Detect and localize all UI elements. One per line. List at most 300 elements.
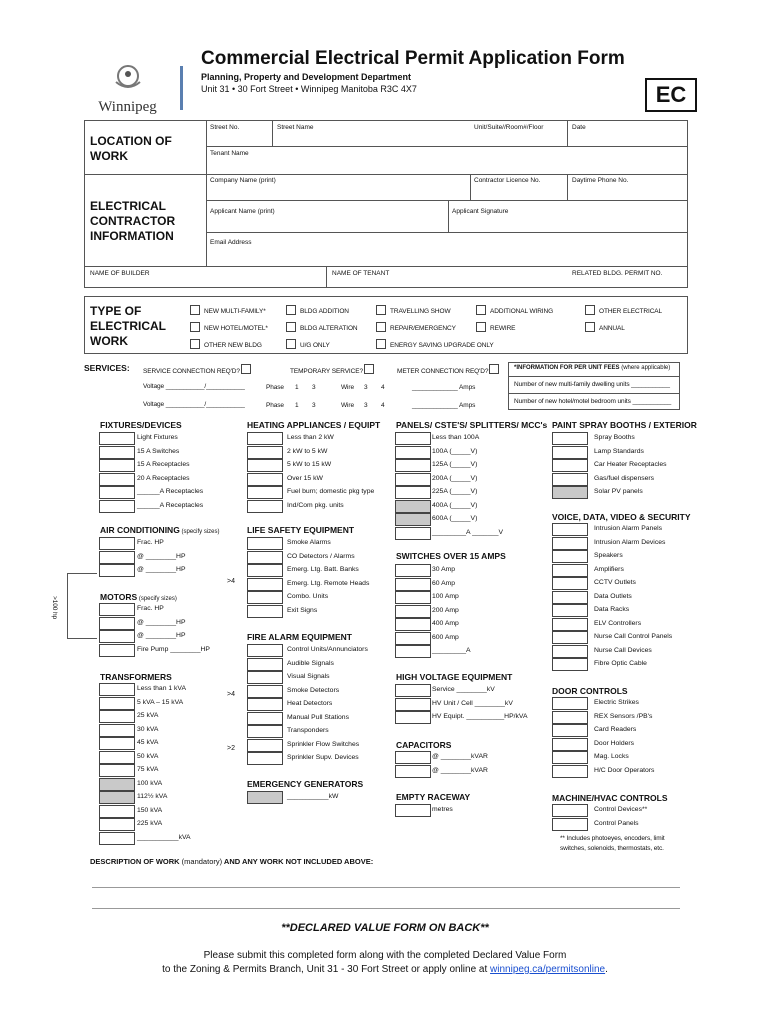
amps-field-2[interactable]: _____________ Amps: [412, 402, 476, 409]
panel-count-box[interactable]: [395, 432, 431, 445]
hv-count-box[interactable]: [395, 684, 431, 697]
voice-count-box[interactable]: [552, 645, 588, 658]
services-label: SERVICES:: [84, 363, 130, 373]
switch-item: _________A: [432, 647, 471, 654]
motor-over-100hp-label: >100 hp: [51, 596, 58, 619]
fixture-item: 20 A Receptacles: [137, 474, 190, 482]
tenant-name-field[interactable]: Tenant Name: [210, 150, 249, 157]
lifesafety-count-box[interactable]: [247, 591, 283, 604]
info-sub: (where applicable): [619, 365, 671, 371]
emergency-count-box[interactable]: [247, 791, 283, 804]
heating-item: Fuel burn; domestic pkg type: [287, 488, 375, 495]
description-line-2[interactable]: [92, 908, 680, 909]
voice-count-box[interactable]: [552, 537, 588, 550]
aircon-title-title: AIR CONDITIONING: [100, 525, 180, 535]
motor-count-box[interactable]: [99, 603, 135, 616]
switch-count-box[interactable]: [395, 645, 431, 658]
voice-count-box[interactable]: [552, 604, 588, 617]
motors-title-sub: (specify sizes): [137, 596, 177, 602]
panels-title: PANELS/ CSTE'S/ SPLITTERS/ MCC's: [396, 420, 548, 430]
spray-item: Solar PV panels: [594, 488, 643, 495]
machine-count-box[interactable]: [552, 804, 588, 817]
capacitor-count-box[interactable]: [395, 765, 431, 778]
voice-title: VOICE, DATA, VIDEO & SECURITY: [552, 512, 691, 522]
transformer-count-box[interactable]: [99, 710, 135, 723]
switch-item: 600 Amp: [432, 633, 459, 641]
checkbox-ug-only[interactable]: [286, 339, 296, 349]
firealarm-item: Smoke Detectors: [287, 686, 340, 694]
wire-label: Wire: [341, 384, 354, 391]
lifesafety-count-box[interactable]: [247, 605, 283, 618]
transformer-item: 5 kVA – 15 kVA: [137, 698, 184, 706]
aircon-title-sub: (specify sizes): [179, 529, 220, 535]
phase-1-option[interactable]: 1: [295, 402, 299, 409]
motor-count-box[interactable]: [99, 617, 135, 630]
raceway-item: metres: [432, 806, 453, 813]
form-code-badge: EC: [645, 78, 697, 112]
heating-count-box[interactable]: [247, 459, 283, 472]
panel-item: 225A (_____V): [432, 488, 478, 495]
motor-item: @ ________HP: [137, 632, 186, 639]
capacitor-item: @ ________kVAR: [432, 766, 488, 774]
lifesafety-item: Emerg. Ltg. Remote Heads: [287, 579, 370, 587]
voice-item: Intrusion Alarm Devices: [594, 538, 666, 546]
transformer-count-box[interactable]: [99, 764, 135, 777]
fixture-item: 15 A Switches: [137, 447, 180, 455]
hv-count-box[interactable]: [395, 698, 431, 711]
door-count-box[interactable]: [552, 738, 588, 751]
firealarm-gt4: >4: [227, 691, 235, 698]
spray-count-box[interactable]: [552, 486, 588, 499]
panel-item: _________A _______V: [432, 528, 504, 536]
transformer-item: 75 kVA: [137, 766, 159, 773]
footer-line-1: Please submit this completed form along with the completed Declared Value Form: [203, 950, 567, 961]
transformer-count-box[interactable]: [99, 805, 135, 818]
company-name-field[interactable]: Company Name (print): [210, 177, 276, 184]
panel-count-box[interactable]: [395, 473, 431, 486]
switch-count-box[interactable]: [395, 578, 431, 591]
lifesafety-item: Emerg. Ltg. Batt. Banks: [287, 566, 359, 573]
voice-item: Amplifiers: [594, 565, 624, 573]
checkbox-energy-saving[interactable]: [376, 339, 386, 349]
footer-line-2: to the Zoning & Permits Branch, Unit 31 - 30 Fort Street or apply online at: [162, 964, 491, 975]
department: Planning, Property and Development Department: [201, 72, 412, 82]
heating-count-box[interactable]: [247, 500, 283, 513]
firealarm-count-box[interactable]: [247, 658, 283, 671]
voice-count-box[interactable]: [552, 591, 588, 604]
heating-title: HEATING APPLIANCES / EQUIPT: [247, 420, 381, 430]
transformer-item: 45 kVA: [137, 739, 159, 746]
heating-item: 2 kW to 5 kW: [287, 447, 328, 455]
declared-value-note: **DECLARED VALUE FORM ON BACK**: [281, 922, 489, 934]
description-line-1[interactable]: [92, 887, 680, 888]
wire-3-option[interactable]: 3: [364, 402, 368, 409]
phone-field[interactable]: Daytime Phone No.: [572, 177, 629, 184]
motor-count-box[interactable]: [99, 644, 135, 657]
phase-label: Phase: [266, 384, 284, 391]
info-title: *INFORMATION FOR PER UNIT FEES: [514, 365, 620, 371]
machine-item: Control Devices**: [594, 806, 648, 813]
lifesafety-item: Combo. Units: [287, 593, 329, 600]
panel-item: 400A (_____V): [432, 501, 478, 509]
transformer-count-box[interactable]: [99, 791, 135, 804]
aircon-count-box[interactable]: [99, 551, 135, 564]
hv-title: HIGH VOLTAGE EQUIPMENT: [396, 672, 513, 682]
checkbox-meter-connection[interactable]: [489, 364, 499, 374]
checkbox-bldg-addition[interactable]: [286, 305, 296, 315]
motor-item: @ ________HP: [137, 618, 186, 626]
door-count-box[interactable]: [552, 765, 588, 778]
door-count-box[interactable]: [552, 697, 588, 710]
info-hotel-units[interactable]: Number of new hotel/motel bedroom units ___________: [514, 398, 672, 405]
spray-item: Gas/fuel dispensers: [594, 474, 655, 482]
description-rest: AND ANY WORK NOT INCLUDED ABOVE:: [222, 857, 374, 866]
fixture-item: Light Fixtures: [137, 434, 178, 441]
firealarm-count-box[interactable]: [247, 752, 283, 765]
voice-count-box[interactable]: [552, 550, 588, 563]
unit-field[interactable]: Unit/Suite//Room#/Floor: [474, 124, 544, 131]
type-option-label: OTHER NEW BLDG: [204, 342, 262, 349]
firealarm-item: Manual Pull Stations: [287, 713, 349, 721]
spray-count-box[interactable]: [552, 432, 588, 445]
voice-item: Intrusion Alarm Panels: [594, 525, 663, 532]
type-option-label: ANNUAL: [599, 325, 625, 332]
type-option-label: BLDG ALTERATION: [300, 325, 358, 332]
voice-count-box[interactable]: [552, 577, 588, 590]
type-option-label: ADDITIONAL WIRING: [490, 308, 554, 315]
spray-count-box[interactable]: [552, 459, 588, 472]
emergency-item: ___________kW: [287, 793, 339, 800]
checkbox-travelling-show[interactable]: [376, 305, 386, 315]
tenant-name2-field[interactable]: NAME OF TENANT: [332, 270, 390, 277]
raceway-count-box[interactable]: [395, 804, 431, 817]
related-permit-field[interactable]: RELATED BLDG. PERMIT NO.: [572, 270, 663, 277]
heating-count-box[interactable]: [247, 473, 283, 486]
voltage-field-1[interactable]: Voltage ___________/___________: [143, 383, 245, 390]
motors-title: [100, 592, 177, 602]
door-item: Electric Strikes: [594, 699, 639, 706]
aircon-count-box[interactable]: [99, 537, 135, 550]
checkbox-annual[interactable]: [585, 322, 595, 332]
spray-item: Car Heater Receptacles: [594, 461, 667, 468]
panel-item: 200A (_____V): [432, 474, 478, 482]
spray-count-box[interactable]: [552, 473, 588, 486]
machine-note-2: switches, solenoids, thermostats, etc.: [560, 845, 664, 852]
applicant-name-field[interactable]: Applicant Name (print): [210, 208, 275, 215]
door-item: REX Sensors /PB's: [594, 712, 653, 720]
service-connection-label: SERVICE CONNECTION REQ'D?: [143, 368, 240, 375]
firealarm-item: Sprinkler Flow Switches: [287, 740, 360, 748]
transformer-count-box[interactable]: [99, 683, 135, 696]
door-count-box[interactable]: [552, 711, 588, 724]
transformer-item: 100 kVA: [137, 779, 163, 787]
door-item: H/C Door Operators: [594, 766, 655, 774]
firealarm-count-box[interactable]: [247, 739, 283, 752]
winnipeg-logo: [90, 62, 165, 115]
firealarm-title: FIRE ALARM EQUIPMENT: [247, 632, 352, 642]
door-title: DOOR CONTROLS: [552, 686, 628, 696]
email-field[interactable]: Email Address: [210, 239, 252, 246]
fixture-item: ______A Receptacles: [137, 488, 204, 495]
transformer-item: Less than 1 kVA: [137, 685, 186, 692]
voice-item: Data Outlets: [594, 592, 632, 600]
hv-item: Service ________kV: [432, 686, 495, 693]
lifesafety-count-box[interactable]: [247, 537, 283, 550]
wire-4-option[interactable]: 4: [381, 384, 385, 391]
permits-online-link[interactable]: winnipeg.ca/permitsonline: [490, 964, 606, 975]
phase-label: Phase: [266, 402, 284, 409]
footer-end: .: [605, 964, 608, 975]
capacitor-count-box[interactable]: [395, 751, 431, 764]
transformer-item: 150 kVA: [137, 806, 163, 814]
voice-item: Nurse Call Devices: [594, 646, 652, 654]
contractor-label: ELECTRICAL CONTRACTOR INFORMATION: [90, 199, 176, 243]
firealarm-count-box[interactable]: [247, 685, 283, 698]
logo-emblem-icon: [90, 62, 165, 94]
machine-title: MACHINE/HVAC CONTROLS: [552, 793, 668, 803]
switch-item: 200 Amp: [432, 606, 459, 614]
fixture-count-box[interactable]: [99, 500, 135, 513]
checkbox-other-new-bldg[interactable]: [190, 339, 200, 349]
switch-item: 60 Amp: [432, 579, 456, 587]
checkbox-rewire[interactable]: [476, 322, 486, 332]
emergency-title: EMERGENCY GENERATORS: [247, 779, 364, 789]
spray-item: Spray Booths: [594, 434, 635, 441]
transformer-count-box[interactable]: [99, 737, 135, 750]
page-title: Commercial Electrical Permit Application Form: [201, 48, 625, 69]
transformer-count-box[interactable]: [99, 751, 135, 764]
lifesafety-count-box[interactable]: [247, 564, 283, 577]
phase-1-option[interactable]: 1: [295, 384, 299, 391]
panel-count-box[interactable]: [395, 513, 431, 526]
aircon-item: @ ________HP: [137, 566, 186, 573]
type-option-label: REPAIR/EMERGENCY: [390, 325, 456, 332]
temporary-service-label: TEMPORARY SERVICE?: [290, 368, 363, 375]
motor-item: Fire Pump ________HP: [137, 645, 210, 653]
licence-field[interactable]: Contractor Licence No.: [474, 177, 541, 184]
lifesafety-gt4: >4: [227, 578, 235, 585]
checkbox-service-connection[interactable]: [241, 364, 251, 374]
spray-item: Lamp Standards: [594, 447, 644, 455]
builder-name-field[interactable]: NAME OF BUILDER: [90, 270, 150, 277]
firealarm-count-box[interactable]: [247, 644, 283, 657]
wire-3-option[interactable]: 3: [364, 384, 368, 391]
capacitors-title: CAPACITORS: [396, 740, 452, 750]
motors-title-title: MOTORS: [100, 592, 138, 602]
voice-item: Data Racks: [594, 606, 630, 613]
location-label: LOCATION OF WORK: [90, 134, 172, 163]
transformer-item: 225 kVA: [137, 820, 163, 827]
firealarm-item: Heat Detectors: [287, 700, 333, 707]
switch-count-box[interactable]: [395, 632, 431, 645]
lifesafety-title: LIFE SAFETY EQUIPMENT: [247, 525, 355, 535]
firealarm-item: Audible Signals: [287, 659, 334, 667]
lifesafety-item: CO Detectors / Alarms: [287, 552, 355, 560]
phase-3-option[interactable]: 3: [312, 402, 316, 409]
aircon-title: [100, 525, 220, 535]
transformer-count-box[interactable]: [99, 724, 135, 737]
panel-item: 100A (_____V): [432, 447, 478, 455]
heating-item: Less than 2 kW: [287, 434, 334, 441]
fixture-count-box[interactable]: [99, 486, 135, 499]
switch-item: 100 Amp: [432, 593, 459, 600]
voice-count-box[interactable]: [552, 523, 588, 536]
voice-count-box[interactable]: [552, 631, 588, 644]
hv-count-box[interactable]: [395, 711, 431, 724]
door-item: Mag. Locks: [594, 753, 629, 760]
checkbox-repair-emergency[interactable]: [376, 322, 386, 332]
signature-field[interactable]: Applicant Signature: [452, 208, 509, 215]
header-divider: [180, 66, 183, 110]
type-label: TYPE OF ELECTRICAL WORK: [90, 304, 166, 348]
heating-count-box[interactable]: [247, 486, 283, 499]
logo-text: Winnipeg: [98, 99, 157, 115]
checkbox-additional-wiring[interactable]: [476, 305, 486, 315]
lifesafety-count-box[interactable]: [247, 551, 283, 564]
switch-item: 400 Amp: [432, 620, 459, 627]
description-mandatory: (mandatory): [179, 857, 223, 866]
type-option-label: NEW HOTEL/MOTEL*: [204, 325, 268, 332]
hv-item: HV Equipt. __________HP/kVA: [432, 713, 528, 720]
phase-3-option[interactable]: 3: [312, 384, 316, 391]
firealarm-item: Visual Signals: [287, 673, 330, 680]
hv-item: HV Unit / Cell ________kV: [432, 699, 513, 707]
type-option-label: BLDG ADDITION: [300, 308, 349, 315]
transformer-count-box[interactable]: [99, 697, 135, 710]
firealarm-item: Sprinkler Supv. Devices: [287, 754, 359, 761]
amps-field-1[interactable]: _____________ Amps: [412, 384, 476, 391]
capacitor-item: @ ________kVAR: [432, 753, 488, 760]
switch-count-box[interactable]: [395, 605, 431, 618]
aircon-count-box[interactable]: [99, 564, 135, 577]
info-multi-family-units[interactable]: Number of new multi-family dwelling units ___________: [514, 381, 670, 388]
switches-title: SWITCHES OVER 15 AMPS: [396, 551, 506, 561]
meter-connection-label: METER CONNECTION REQ'D?: [397, 368, 489, 375]
switch-item: 30 Amp: [432, 566, 456, 573]
firealarm-count-box[interactable]: [247, 712, 283, 725]
type-option-label: NEW MULTI-FAMILY*: [204, 308, 266, 315]
motor-count-box[interactable]: [99, 630, 135, 643]
firealarm-gt2: >2: [227, 745, 235, 752]
transformer-item: 50 kVA: [137, 752, 159, 760]
panel-count-box[interactable]: [395, 446, 431, 459]
motor-item: Frac. HP: [137, 605, 164, 612]
heating-item: Ind/Com pkg. units: [287, 501, 344, 509]
firealarm-count-box[interactable]: [247, 698, 283, 711]
switch-count-box[interactable]: [395, 591, 431, 604]
lifesafety-item: Smoke Alarms: [287, 539, 331, 546]
voice-item: Fibre Optic Cable: [594, 660, 647, 667]
panel-item: Less than 100A: [432, 434, 480, 441]
wire-4-option[interactable]: 4: [381, 402, 385, 409]
spray-title: PAINT SPRAY BOOTHS / EXTERIOR: [552, 420, 697, 430]
voice-item: Speakers: [594, 552, 623, 559]
machine-item: Control Panels: [594, 819, 639, 827]
type-option-label: OTHER ELECTRICAL: [599, 308, 663, 315]
fixture-item: 15 A Receptacles: [137, 461, 190, 468]
panel-item: 600A (_____V): [432, 515, 478, 522]
street-name-field[interactable]: Street Name: [277, 124, 314, 131]
street-no-field[interactable]: Street No.: [210, 124, 240, 131]
voltage-field-2[interactable]: Voltage ___________/___________: [143, 401, 245, 408]
transformer-count-box[interactable]: [99, 832, 135, 845]
transformer-item: 30 kVA: [137, 725, 159, 733]
door-count-box[interactable]: [552, 751, 588, 764]
fixture-count-box[interactable]: [99, 446, 135, 459]
transformer-item: 112½ kVA: [137, 793, 168, 800]
address: Unit 31 • 30 Fort Street • Winnipeg Manitoba R3C 4X7: [201, 84, 417, 94]
checkbox-other-electrical[interactable]: [585, 305, 595, 315]
panel-count-box[interactable]: [395, 459, 431, 472]
panel-count-box[interactable]: [395, 486, 431, 499]
firealarm-count-box[interactable]: [247, 671, 283, 684]
switch-count-box[interactable]: [395, 564, 431, 577]
checkbox-new-multi-family[interactable]: [190, 305, 200, 315]
door-item: Door Holders: [594, 739, 635, 747]
voice-count-box[interactable]: [552, 618, 588, 631]
panel-count-box[interactable]: [395, 500, 431, 513]
firealarm-item: Control Units/Annunciators: [287, 646, 368, 653]
fixtures-title: FIXTURES/DEVICES: [100, 420, 182, 430]
raceway-title: EMPTY RACEWAY: [396, 792, 471, 802]
checkbox-temporary-service[interactable]: [364, 364, 374, 374]
wire-label: Wire: [341, 402, 354, 409]
fixture-item: ______A Receptacles: [137, 501, 204, 509]
voice-item: ELV Controllers: [594, 619, 642, 627]
transformer-count-box[interactable]: [99, 818, 135, 831]
machine-count-box[interactable]: [552, 818, 588, 831]
spray-count-box[interactable]: [552, 446, 588, 459]
voice-item: CCTV Outlets: [594, 579, 636, 586]
fixture-count-box[interactable]: [99, 432, 135, 445]
heating-item: 5 kW to 15 kW: [287, 461, 332, 468]
switch-count-box[interactable]: [395, 618, 431, 631]
motor-bracket: [67, 573, 97, 639]
transformer-count-box[interactable]: [99, 778, 135, 791]
aircon-item: @ ________HP: [137, 552, 186, 560]
checkbox-bldg-alteration[interactable]: [286, 322, 296, 332]
type-option-label: ENERGY SAVING UPGRADE ONLY: [390, 342, 494, 349]
transformers-title: TRANSFORMERS: [100, 672, 172, 682]
date-field[interactable]: Date: [572, 124, 586, 131]
fixture-count-box[interactable]: [99, 459, 135, 472]
voice-item: Nurse Call Control Panels: [594, 633, 673, 640]
fixture-count-box[interactable]: [99, 473, 135, 486]
heating-count-box[interactable]: [247, 432, 283, 445]
transformer-item: ___________kVA: [137, 833, 191, 841]
type-option-label: TRAVELLING SHOW: [390, 308, 451, 315]
description-label: DESCRIPTION OF WORK: [90, 857, 180, 866]
door-count-box[interactable]: [552, 724, 588, 737]
lifesafety-item: Exit Signs: [287, 606, 318, 614]
voice-count-box[interactable]: [552, 658, 588, 671]
lifesafety-count-box[interactable]: [247, 578, 283, 591]
checkbox-new-hotel-motel[interactable]: [190, 322, 200, 332]
type-option-label: U/G ONLY: [300, 342, 330, 349]
heating-count-box[interactable]: [247, 446, 283, 459]
heating-item: Over 15 kW: [287, 474, 323, 482]
panel-item: 125A (_____V): [432, 461, 478, 468]
aircon-item: Frac. HP: [137, 539, 164, 546]
firealarm-item: Transponders: [287, 727, 329, 734]
type-option-label: REWIRE: [490, 325, 516, 332]
firealarm-count-box[interactable]: [247, 725, 283, 738]
voice-count-box[interactable]: [552, 564, 588, 577]
machine-note-1: ** Includes photoeyes, encoders, limit: [560, 835, 665, 842]
transformer-item: 25 kVA: [137, 712, 159, 719]
panel-count-box[interactable]: [395, 527, 431, 540]
door-item: Card Readers: [594, 726, 637, 733]
